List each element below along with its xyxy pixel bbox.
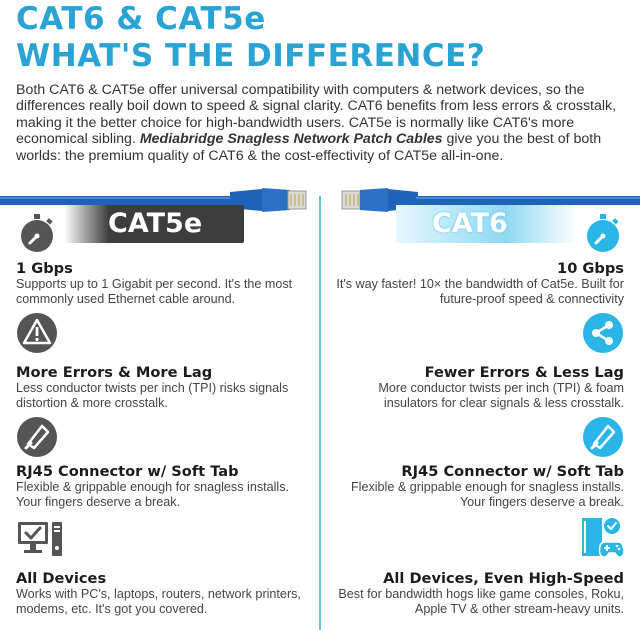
connector-icon (582, 416, 624, 458)
cat5e-feature-4-desc: Works with PC's, laptops, routers, network printers, modems, etc. It's got you covered. (16, 587, 301, 616)
stopwatch-icon (16, 212, 58, 254)
intro-text-after: give you the best of both worlds: the premium quality of CAT6 & the cost-effectivity of CAT5e all-in-one. (16, 131, 602, 164)
cat5e-banner-label: CAT5e (108, 208, 203, 239)
title-line-2: WHAT'S THE DIFFERENCE? (16, 38, 486, 74)
cat5e-feature-2-desc: Less conductor twists per inch (TPI) risks signals distortion & more crosstalk. (16, 381, 289, 410)
warning-icon (16, 312, 58, 354)
cat5e-feature-1-desc: Supports up to 1 Gigabit per second. It's the most commonly used Ethernet cable around. (16, 277, 293, 306)
cat6-feature-2-title: Fewer Errors & Less Lag (424, 364, 624, 381)
cat6-feature-1-title: 10 Gbps (557, 260, 624, 277)
cat5e-feature-1-title: 1 Gbps (16, 260, 73, 277)
cat6-feature-4-desc: Best for bandwidth hogs like game consoles, Roku, Apple TV & other stream-heavy units. (338, 587, 624, 616)
cat5e-banner (64, 205, 244, 243)
cat5e-feature-3-desc: Flexible & grippable enough for snagless installs. Your fingers deserve a break. (16, 480, 290, 509)
cat6-feature-4-title: All Devices, Even High-Speed (383, 570, 624, 587)
stopwatch-icon (582, 212, 624, 254)
intro-brand: Mediabridge Snagless Network Patch Cables (139, 131, 443, 148)
computer-icon (16, 518, 64, 560)
center-divider (319, 196, 321, 630)
cat6-feature-2-desc: More conductor twists per inch (TPI) & foam insulators for clear signals & less crosstalk. (378, 381, 624, 410)
share-icon (582, 312, 624, 354)
cat6-banner (396, 205, 578, 243)
cat5e-feature-2-title: More Errors & More Lag (16, 364, 213, 381)
cat6-feature-3-title: RJ45 Connector w/ Soft Tab (401, 463, 624, 480)
game-console-icon (576, 516, 624, 562)
cat6-feature-1-desc: It's way faster! 10× the bandwidth of Cat5e. Built for future-proof speed & connectivity (336, 277, 624, 306)
intro-text-before: Both CAT6 & CAT5e offer universal compatibility with computers & network devices, so the differences really boil down to speed & signal clarity. CAT6 benefits from less errors & crosstalk, making it the better choice for high-bandwidth users. CAT5e is normally like CAT6's more economical sibling. (16, 82, 617, 148)
cat5e-feature-3-title: RJ45 Connector w/ Soft Tab (16, 463, 239, 480)
intro-paragraph (16, 82, 628, 164)
title-line-1: CAT6 & CAT5e (16, 1, 266, 37)
cat6-feature-3-desc: Flexible & grippable enough for snagless installs. Your fingers deserve a break. (350, 480, 624, 509)
connector-icon (16, 416, 58, 458)
cat5e-feature-4-title: All Devices (16, 570, 107, 587)
cat6-banner-label: CAT6 (432, 208, 508, 239)
